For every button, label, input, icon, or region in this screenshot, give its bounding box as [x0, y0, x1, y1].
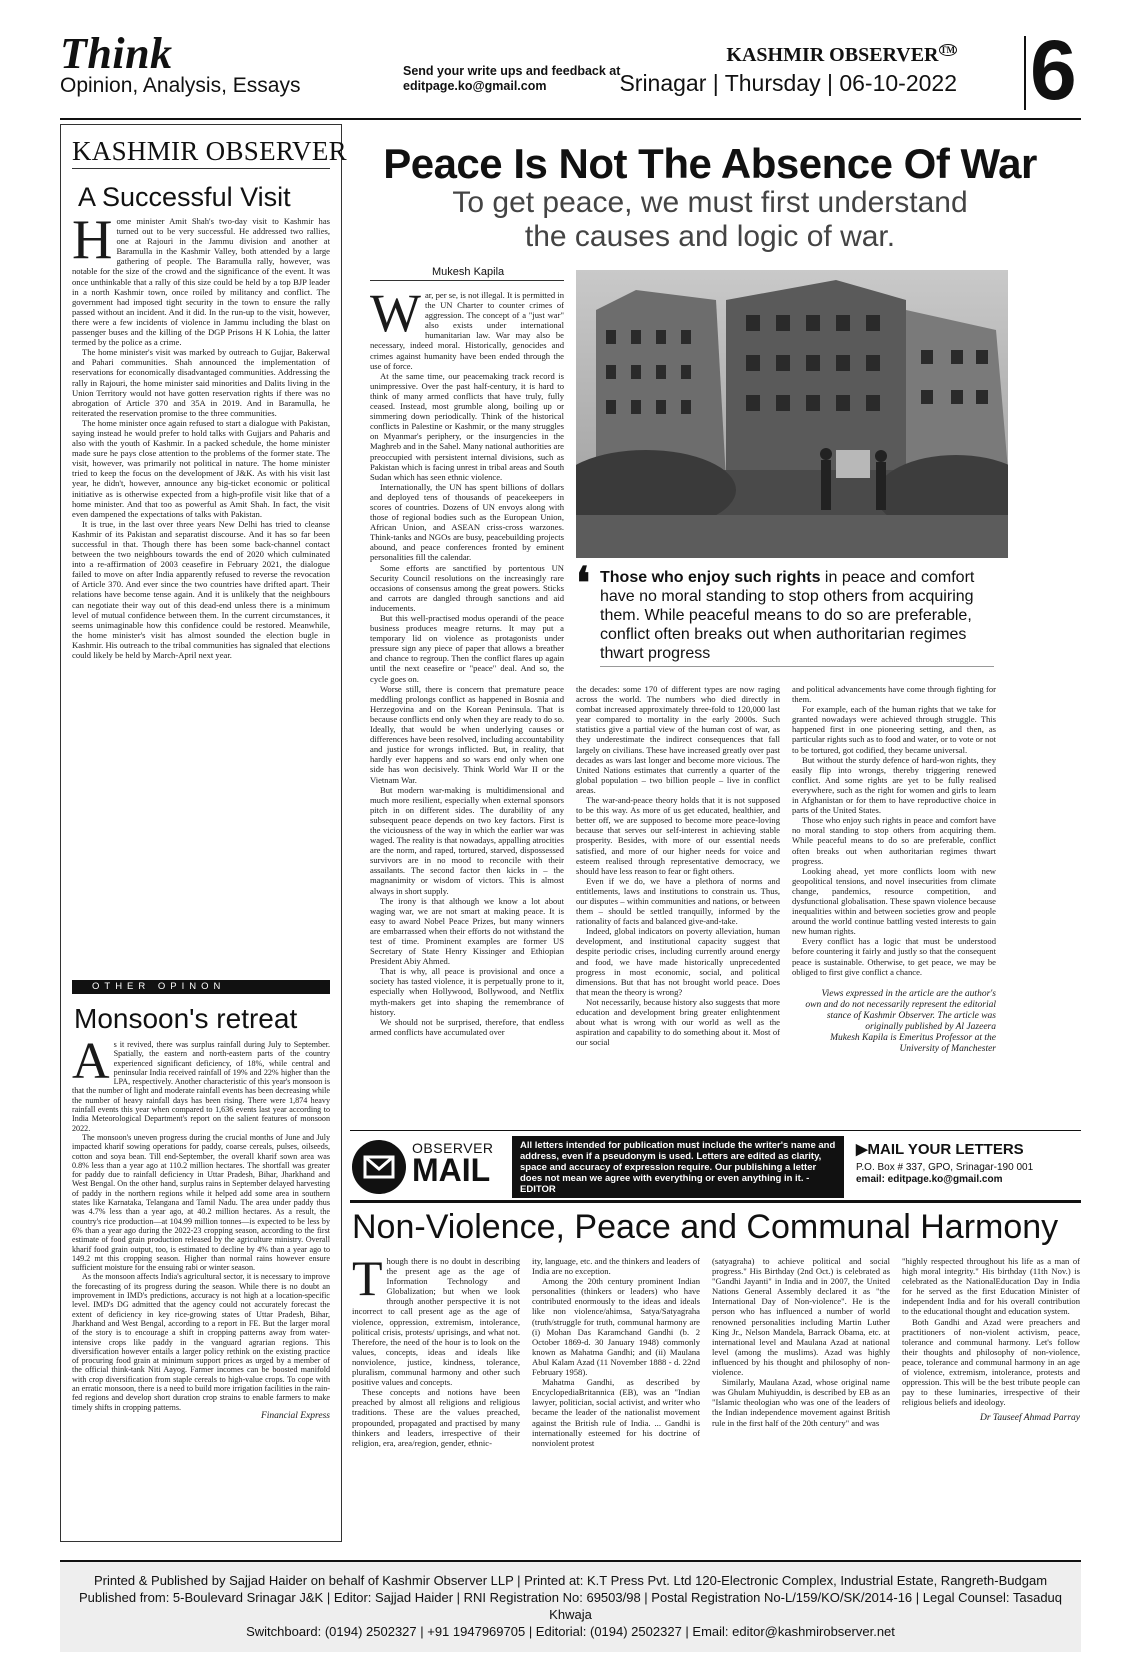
byline-rule [370, 280, 564, 281]
main-paragraph: Some efforts are sanctified by portentous UN Security Council resolutions on the increasingly rare occasions of consensus among the great powers. Sticks and carrots are dangled through sanctions and aid inducements. [370, 562, 564, 613]
byline: Mukesh Kapila [432, 266, 505, 278]
letter-dropcap: T [352, 1250, 383, 1306]
main-column-1 [370, 283, 565, 1037]
other-opinion-paragraph: The monsoon's uneven progress during the crucial months of June and July impacted kharif sowing operations for paddy, coarse cereals, pulses, oilseeds, cotton and soya bean. Till end-September, the overall kharif sown area was 0.8% less than a year ago at 110.2 million hectares. The shortfall was greater for paddy due to rainfall deficiency in Uttar Pradesh, Bihar, Jharkhand and West Bengal. On the other hand, surplus rains in September delayed harvesting of paddy in the northern regions while it helped add some area in southern states like Karnataka, Telangana and Tamil Nadu. The area under paddy thus was 4.7% less than a year ago, at 40.2 million hectares. As a result, the country's rice production—at 104.99 million tonnes—is expected to be less by 6% than a year ago during the 2022-23 cropping season, according to the first estimate of food grain production released by the agriculture ministry. Overall kharif food grain output, too, is estimated to decline by 4% than a year ago to 149.2 mt this cropping season. Higher than normal rains however ensure sufficient moisture for the ensuing rabi or winter season. [72, 1132, 330, 1273]
mail-bottom-rule [350, 1200, 1081, 1203]
dateline: Srinagar | Thursday | 06-10-2022 [619, 70, 957, 96]
letter-paragraph: Mahatma Gandhi, as described by EncyclopediaBritannica (EB), was an "Indian lawyer, politician, social activist, and writer who became the leader of the nationalist movement against the British rule of India. ... Gandhi is internationally esteemed for his doctrine of nonviolent protest [532, 1377, 700, 1448]
author-note-line: Mukesh Kapila is Emeritus Professor at the [830, 1032, 996, 1043]
feedback-email[interactable]: editpage.ko@gmail.com [403, 79, 547, 93]
main-paragraph: and political advancements have come through fighting for them. [792, 684, 996, 705]
main-dropcap: W [370, 283, 421, 343]
editorial-paragraph: ome minister Amit Shah's two-day visit to Kashmir has turned out to be very successful. He addressed two rallies, one at Rajouri in the Jammu division and another at Baramulla in the Kashmir Valley, both attended by a large gathering of people. The Baramulla rally, however, was notable for the size of the crowd and the significance of the event. It was once unthinkable that a rally of this size could be held by a top BJP leader in a north Kashmir town, once roiled by militancy and conflict. The government had imposed tight security in the town to ensure the rally passed without an incident. And it did. In the run-up to the visit, however, there were a few incidents of violence in Jammu including the blast on passenger buses and the killing of the DGP Prisons H K Lohia, the latter termed by the police as a crime. [72, 216, 330, 348]
mail-send-text: MAIL YOUR LETTERS [867, 1141, 1024, 1158]
author-note-line: University of Manchester [899, 1043, 996, 1054]
feedback-line-1: Send your write ups and feedback at [403, 64, 621, 78]
subhead-line-2: the causes and logic of war. [524, 220, 896, 253]
other-opinion-headline: Monsoon's retreat [74, 1003, 298, 1034]
letter-paragraph: These concepts and notions have been preached by almost all religions and religious traditions. These are the values preached, propounded, propagated and practised by many thinkers and leaders, irrespective of their religion, era, area/region, gender, ethnic- [352, 1387, 520, 1448]
letter-paragraph: (satyagraha) to achieve political and social progress." His Birthday (2nd Oct.) is celebrated as "Gandhi Jayanti" in India and in 2007, the United Nations General Assembly declared it as "the International Day of Non-violence". He is the person who has influenced a number of world renowned personalities including Martin Luther King Jr., Nelson Mandela, Barrack Obama, etc. at international level and Maulana Azad at national level (among the muslims). Azad was highly influenced by his thought and philosophy of non-violence. [712, 1256, 890, 1378]
main-paragraph: Every conflict has a logic that must be understood before countering it fairly and justly so that the consequent peace is sustainable. Otherwise, to get peace, we may be obliged to first give conflict a chance. [792, 936, 996, 977]
main-paragraph: We should not be surprised, therefore, that endless armed conflicts have accumulated over [370, 1016, 564, 1037]
imprint-line: Printed & Published by Sajjad Haider on behalf of Kashmir Observer LLP | Printed at: K.T Press Pvt. Ltd 120-Electronic Complex, Industrial Estate, Rangreth-Budgam [93, 1573, 1048, 1588]
other-opinion-credit: Financial Express [260, 1410, 330, 1421]
mail-po-box: P.O. Box # 337, GPO, Srinagar-190 001 [856, 1162, 1034, 1173]
main-paragraph: Worse still, there is concern that premature peace meddling prolongs conflict as happened in Bosnia and Herzegovina and on the Korean Peninsula. That is because conflicts end only when they are ready to do so. Ideally, that would be when underlying causes or differences have been resolved, including accountability and justice for wrongs inflicted. But, in reality, that hardly ever happens and so wars end only when one side has won decisively. Think World War II or the Vietnam War. [370, 683, 565, 785]
pull-quote-bold: Those who enjoy such rights [600, 569, 821, 586]
mail-label-top: OBSERVER [412, 1140, 494, 1156]
subhead-line-1: To get peace, we must first understand [452, 186, 968, 219]
letter-headline: Non-Violence, Peace and Communal Harmony [352, 1208, 1059, 1246]
other-opinion-label: OTHER OPINON [72, 980, 330, 994]
letter-paragraph: Similarly, Maulana Azad, whose original name was Ghulam Muhiyuddin, is described by EB as an "Islamic theologian who was one of the leaders of the Indian independence movement against British rule in the first half of the 20th century" and was [712, 1377, 890, 1428]
feedback-note [403, 64, 620, 94]
imprint-line: Published from: 5-Boulevard Srinagar J&K | Editor: Sajjad Haider | RNI Registration No: 69503/98 | Postal Registration No-L/159/KO/SK/2014-16 | Legal Counsel: Tasaduq Khwaja [78, 1590, 1063, 1622]
author-note-line: originally published by Al Jazeera [865, 1021, 996, 1032]
mail-label-main: MAIL [412, 1152, 491, 1188]
imprint-line: Switchboard: (0194) 2502327 | +91 1947969705 | Editorial: (0194) 2502327 | Email: editor@kashmirobserver.net [246, 1624, 895, 1639]
author-note-line: own and do not necessarily represent the editorial [805, 999, 996, 1010]
masthead-rule [60, 118, 1081, 120]
main-paragraph: Indeed, global indicators on poverty alleviation, human development, and institutional capacity suggest that despite periodic crises, including currently around energy and food, we have made historically unprecedented progress in most economic, social, and political dimensions. But that has not brought world peace. Does that mean the theory is wrong? [576, 926, 780, 997]
main-paragraph: ar, per se, is not illegal. It is permitted in the UN Charter to counter crimes of aggression. The concept of a "just war" also exists under international humanitarian law. War may also be necessary, indeed moral. Historically, genocides and crimes against humanity have been ended through the use of force. [370, 290, 565, 371]
main-paragraph: For example, each of the human rights that we take for granted nowadays were achieved through struggle. This happened first in one pioneering setting, and then, as particular rights such as to food and water, or to vote or not to be tortured, got codified, they became universal. [792, 704, 996, 755]
main-paragraph: Not necessarily, because history also suggests that more education and development bring greater enlightenment about what is wrong with our world as well as the aspiration and capability to do something about it. Most of our social [576, 996, 780, 1048]
other-opinion-paragraph: As the monsoon affects India's agricultural sector, it is necessary to improve the forecasting of its progress during the season. While there is no doubt an improvement in IMD's predictions, accuracy is not high at a location-specific level. IMD's DG admitted that the agency could not accurately forecast the extent of deficiency in key rice-growing states of Uttar Pradesh, Bihar, Jharkhand and West Bengal, according to a report in FE. But the larger moral of the story is to encourage a shift in cropping patterns away from water-intensive crops like paddy in the vanguard agrarian regions. This diversification however entails a larger policy rethink on the existing practice of procuring food grain at minimum support prices as urged by a member of the official think-tank Niti Aayog. Farmer incomes can be boosted manifold with crop diversification from staple cereals to high-value crops. To cope with an erratic monsoon, there is a need to build more irrigation facilities in the rain-fed regions and develop short duration crop strains to enable farmers to make timely shifts in cropping patterns. [72, 1272, 330, 1412]
main-paragraph: Even if we do, we have a plethora of norms and entitlements, laws and institutions to constrain us. Thus, our disputes – within communities and nations, or between them – should be settled tranquilly, informed by the rationality of facts and balanced give-and-take. [576, 875, 780, 927]
pull-quote-rest: in peace and comfort have no moral standing to stop others from acquiring them. While peaceful means to do so are preferable, conflict often breaks out when authoritarian regimes thwart progress [600, 569, 975, 662]
letter-paragraph: "highly respected throughout his life as a man of high moral integrity." His birthday (11th Nov.) is celebrated as the NationalEducation Day in India for he served as the first Education Minister of independent India and for his overall contribution to the educational thought and education system. [902, 1256, 1080, 1317]
envelope-icon [352, 1140, 406, 1194]
quote-icon: ❛ [576, 559, 591, 608]
editorial-headline: A Successful Visit [78, 182, 291, 212]
editorial-brand-rule [72, 168, 330, 169]
main-paragraph: But this well-practised modus operandi of the peace business produces meagre returns. It may put a temporary lid on violence as protagonists under pressure sign any piece of paper that allows a breather and chance to regroup. Then the conflict flares up again until the next ceasefire or "peace" deal. And so, the cycle goes on. [370, 613, 564, 684]
editorial-paragraph: It is true, in the last over three years New Delhi has tried to cleanse Kashmir of its Pakistan and separatist discourse. And it has so far been successful in that. Though there has been some back-channel contact between the two neighbours towards the end of 2020 which culminated into a re-affirmation of 2003 ceasefire in February 2021, the dialogue failed to move on after India apparently refused to reverse the revocation of Article 370. And ever since the two countries have drifted apart. Their relations have become tense again. And it is unlikely that the neighbours can negotiate their way out of this dead-end unless there is a minimum level of mutual confidence between them. In the current circumstances, it seems unimaginable how this confidence could be restored. Meanwhile, the home minister's visit has almost sounded the election bugle in Kashmir. His outreach to the tribal communities has signaled that elections could likely be held by March-April next year. [72, 518, 330, 661]
main-headline: Peace Is Not The Absence Of War [383, 140, 1037, 187]
pull-quote [600, 568, 990, 663]
editorial-paragraph: The home minister once again refused to start a dialogue with Pakistan, saying instead he would prefer to hold talks with Gujjars and Paharis and also with the youth of Kashmir. In a packed schedule, the home minister made sure he pays close attention to the problems of the former state. The visit, however, was primarily not political in nature. The home minister tried to keep the focus on the development of J&K. As with his visit last year, he didn't, however, announce any big-ticket economic or political initiative as is otherwise expected from a high-profile visit like that of a home minister. And that too as powerful as Amit Shah. In fact, the visit even dampened the expectations of talks with Pakistan. [72, 417, 330, 519]
editorial-body [72, 209, 330, 661]
main-paragraph: the decades: some 170 of different types are now raging across the world. The numbers who died directly in combat increased approximately three-fold to 120,000 last year compared to mortality in the early 2000s. Such statistics give a partial view of the human cost of war, as they underestimate the indirect consequences that fall largely on civilians. These have increased greatly over past decades as wars last longer and become more vicious. The United Nations estimates that currently a quarter of the global population – two billion people – live in conflict areas. [576, 684, 780, 795]
main-paragraph: The irony is that although we know a lot about waging war, we are not smart at making peace. It is easy to award Nobel Peace Prizes, but many winners are embarrassed when their efforts do not withstand the test of time. Prominent examples are former US Secretary of State Henry Kissinger and Ethiopian President Abiy Ahmed. [370, 895, 564, 967]
author-note-line: stance of Kashmir Observer. The article was [826, 1010, 996, 1021]
trademark: TM [940, 45, 955, 56]
main-paragraph: Internationally, the UN has spent billions of dollars and deployed tens of thousands of peacekeepers in scores of countries. Dozens of UN envoys along with those of regional bodies such as the European Union, African Union, and ASEAN criss-cross warzones. Think-tanks and NGOs are busy, peacebuilding projects abound, and peace conferences fronted by eminent personalities fill the calendar. [370, 481, 564, 563]
letter-column-4 [902, 1256, 1080, 1424]
letter-author: Dr Tauseef Ahmad Parray [979, 1413, 1080, 1424]
main-paragraph: At the same time, our peacemaking track record is unimpressive. Over the past half-century, it is hard to think of many armed conflicts that have truly, fully ceased. Instead, most grumble along, boiling up or simmering down periodically. Think of the historical conflicts in Palestine or Kashmir, or the many struggles on Myanmar's periphery, or the insurgencies in the Maghreb and in the Sahel. Many national authorities are preoccupied with persistent internal divisions, such as Pakistan which is facing unrest in tribal areas and South Sudan which has seen ethnic violence. [370, 370, 564, 482]
play-arrow-icon: ▶ [856, 1141, 868, 1158]
paper-name [726, 44, 957, 67]
mail-email[interactable]: email: editpage.ko@gmail.com [856, 1174, 1003, 1185]
editorial-paragraph: The home minister's visit was marked by outreach to Gujjar, Bakerwal and Pahari communities. Shah announced the implementation of reservations for economically disadvantaged communities. Addressing the rally in Rajouri, the home minister said minorities and Dalits living in the Union Territory would not have gotten reservation rights if there was no abrogation of Article 370 and 35A in 2019. And in Baramulla, he reiterated the reservation promise to the three communities. [72, 347, 330, 418]
letter-paragraph: Both Gandhi and Azad were preachers and practitioners of non-violent activism, peace, tolerance and communal harmony. Let's follow their thoughts and philosophy of non-violence, peace, tolerance and communal harmony in an age of violence, extremism, intolerance, protests and oppression. This will be the best tribute people can pay to these luminaries, irrespective of their religious beliefs and ideology. [902, 1316, 1080, 1408]
other-opinion-body [72, 1033, 330, 1421]
letter-paragraph: hough there is no doubt in describing the present age as the age of Information Technology and Globalization; but when we look through another perspective it is not incorrect to call present age as the age of violence, oppression, extremism, intolerance, political crisis, protests/ uprisings, and what not. Therefore, the need of the hour is to look on the values, concepts, ideas and ideals like nonviolence, justice, kindness, tolerance, pluralism, communal harmony and other such positive values and concepts. [352, 1256, 520, 1388]
main-paragraph: But modern war-making is multidimensional and much more resilient, especially when external sponsors pitch in on different sides. The durability of any subsequent peace depends on two key factors. First is the viciousness of the way in which the earlier war was waged. The reality is that nowadays, appalling atrocities are the norm, and raped, tortured, starved, dispossessed survivors are in no mood to reconcile with their assailants. The second factor then kicks in – the magnanimity or wisdom of victors. This is almost always in short supply. [370, 784, 564, 896]
main-column-2 [576, 684, 780, 1047]
imprint-footer [60, 1560, 1081, 1652]
main-paragraph: That is why, all peace is provisional and once a society has tasted violence, it is perpetually prone to it, especially when Hollywood, Bollywood, and Netflix myth-makers get into shaping the remembrance of history. [370, 966, 564, 1017]
section-title: Think [60, 29, 173, 78]
letter-column-1 [352, 1250, 520, 1448]
editorial-dropcap: H [72, 209, 113, 271]
other-opinion-paragraph: s it revived, there was surplus rainfall during July to September. Spatially, the eastern and north-eastern parts of the country experienced significant deficiency, of 18%, while central and peninsular India received rainfall of 19% and 22% higher than the LPA, respectively. Another characteristic of this year's monsoon is that the number of light and moderate rainfall events has been decreasing while the number of heavy rainfall days has been rising. There were 1,874 heavy rainfall events this year when compared to 1,636 events last year according to India Meteorological Department's report on the salient features of monsoon 2022. [72, 1040, 330, 1133]
other-opinion-dropcap: A [72, 1033, 110, 1090]
masthead-divider [1024, 36, 1026, 110]
editorial-brand: KASHMIR OBSERVER [72, 136, 347, 166]
section-subtitle: Opinion, Analysis, Essays [60, 74, 301, 97]
mail-address [856, 1162, 1033, 1186]
main-paragraph: Looking ahead, yet more conflicts loom with new geopolitical tensions, and novel insecurities from climate change, pandemics, resource competition, and dysfunctional globalisation. These spawn violence because inequalities within and between societies grow and people around the world continue battling vested interests to gain new human rights. [792, 865, 996, 937]
letter-paragraph: ity, language, etc. and the thinkers and leaders of India are no exception. [532, 1256, 700, 1277]
mail-notice: All letters intended for publication must include the writer's name and address, even if a pseudonym is used. Letters are edited as clarity, space and accuracy of expression require. Our publishing a letter does not mean we agree with everything or even anything in it. -EDITOR [512, 1136, 844, 1198]
pull-quote-rule [600, 666, 994, 667]
letter-column-3 [712, 1256, 890, 1428]
letter-column-2 [532, 1256, 700, 1448]
page-number: 6 [1030, 23, 1077, 117]
author-note-line: Views expressed in the article are the author's [821, 988, 996, 999]
letter-paragraph: Among the 20th century prominent Indian personalities (thinkers or leaders) who have contributed enormously to the ideas and ideals like non violence/ahimsa, Satya/Satyagraha (truth/struggle for truth, communal harmony are (i) Mohan Das Karamchand Gandhi (b. 2 October 1869-d. 30 January 1948) commonly known as Mahatma Gandhi; and (ii) Maulana Abul Kalam Azad (11 November 1888 - d. 22nd February 1958). [532, 1276, 700, 1378]
main-subheadline [380, 186, 1040, 254]
author-note [792, 989, 996, 1055]
main-paragraph: The war-and-peace theory holds that it is not supposed to be this way. As more of us get educated, healthier, and better off, we are supposed to become more peace-loving because that serves our self-interest in achieving stable prosperity. Besides, with more of our essential needs satisfied, and more of our higher needs for voice and esteem realised through representative democracy, we should have less reason to fear or fight others. [576, 795, 780, 876]
main-column-3 [792, 684, 996, 1055]
mail-send-label [856, 1140, 1024, 1158]
main-paragraph: But without the sturdy defence of hard-won rights, they easily flip into wrongs, thereby triggering renewed conflict. And some rights are yet to be fully realised everywhere, such as the right for women and girls to learn in Afghanistan or for them to have reproductive choice in parts of the United States. [792, 754, 996, 816]
main-paragraph: Those who enjoy such rights in peace and comfort have no moral standing to stop others from acquiring them. While peaceful means to do so are preferable, conflict often breaks out when authoritarian regimes thwart progress. [792, 815, 996, 866]
paper-name-text: KASHMIR OBSERVER [726, 44, 939, 66]
mail-top-rule [350, 1130, 1081, 1131]
war-ruins-photo [576, 270, 1008, 558]
